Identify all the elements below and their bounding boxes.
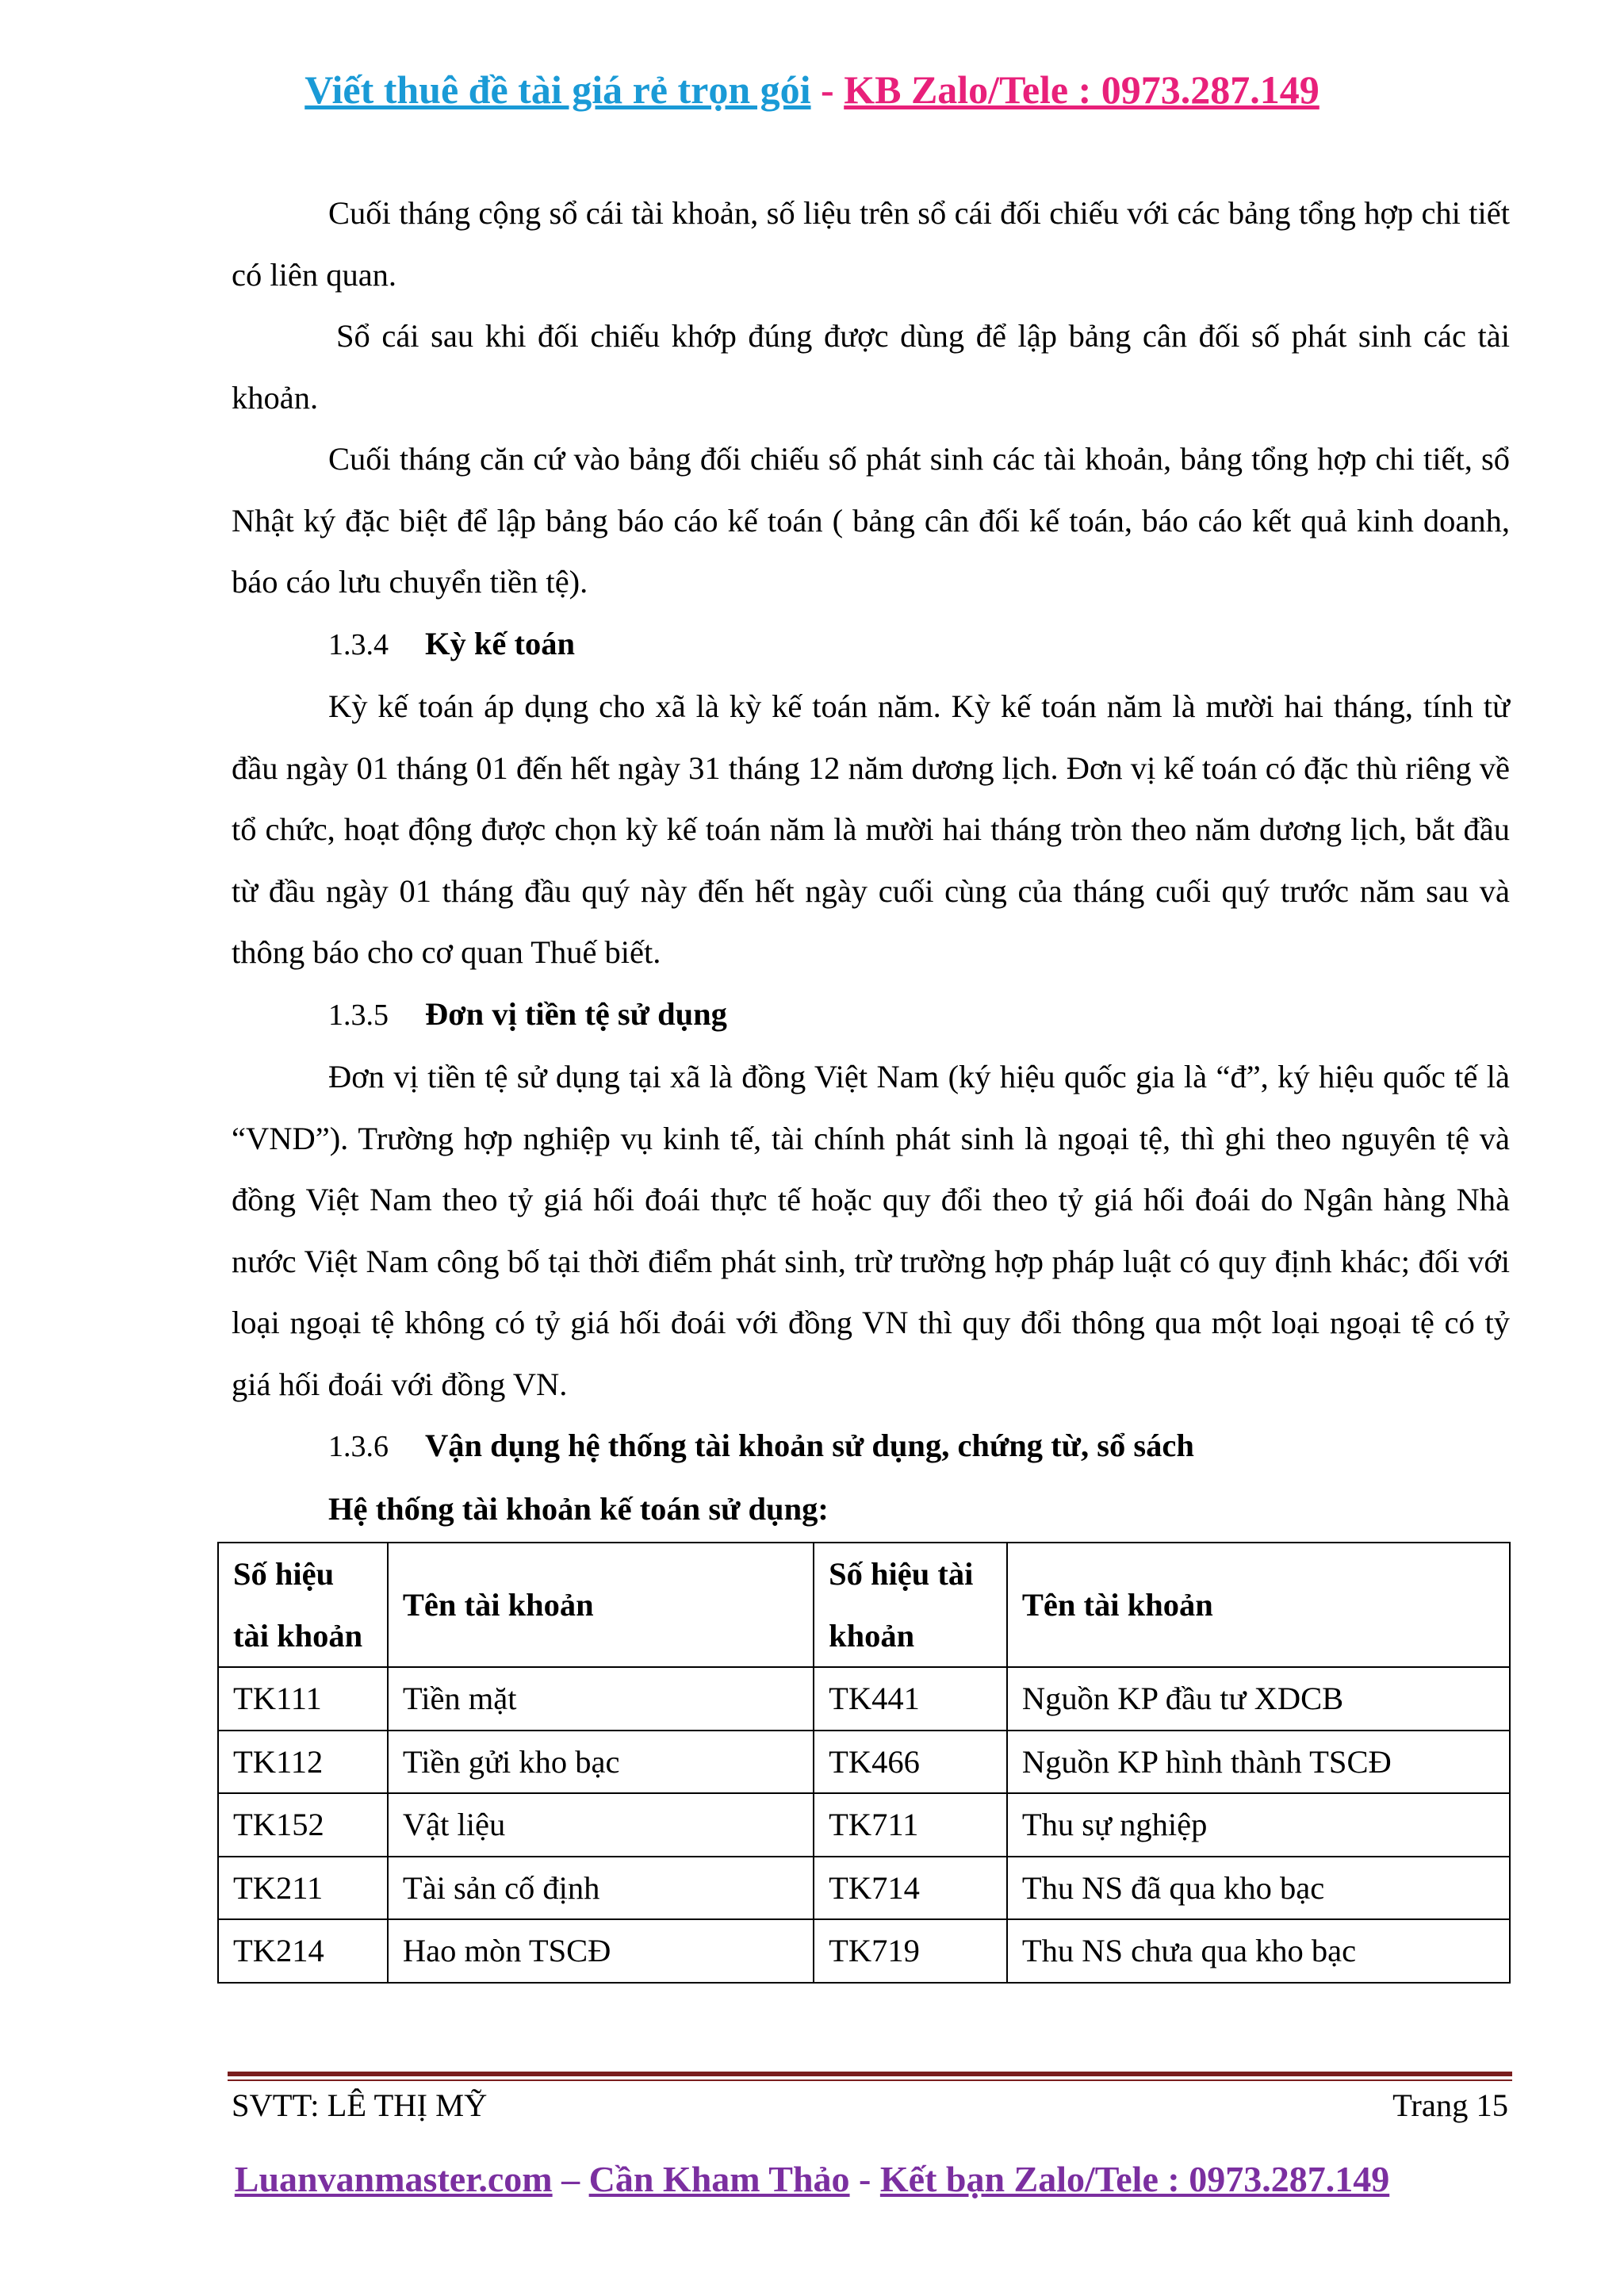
- footer-page-number: Trang 15: [1392, 2087, 1508, 2123]
- banner-dash: –: [552, 2159, 589, 2199]
- table-cell: Tiền mặt: [388, 1667, 814, 1731]
- section-number: 1.3.6: [328, 1430, 389, 1463]
- table-cell: TK441: [814, 1667, 1007, 1731]
- table-cell: Thu NS đã qua kho bạc: [1007, 1857, 1510, 1920]
- column-header: Số hiệu tài khoản: [218, 1543, 388, 1667]
- table-cell: TK466: [814, 1731, 1007, 1794]
- paragraph: Cuối tháng cộng sổ cái tài khoản, số liệu trên sổ cái đối chiếu với các bảng tổng hợp chi tiết có liên quan.: [232, 195, 1510, 293]
- table-cell: Hao mòn TSCĐ: [388, 1919, 814, 1983]
- banner-contact-link[interactable]: KB Zalo/Tele : 0973.287.149: [844, 67, 1320, 112]
- section-heading-1-3-6: [232, 1415, 1510, 1478]
- table-cell: TK111: [218, 1667, 388, 1731]
- banner-separator: -: [810, 67, 845, 112]
- table-cell: TK714: [814, 1857, 1007, 1920]
- table-cell: TK719: [814, 1919, 1007, 1983]
- column-header: Tên tài khoản: [388, 1543, 814, 1667]
- top-banner: [0, 62, 1624, 117]
- section-heading-1-3-5: [232, 983, 1510, 1047]
- table-cell: TK152: [218, 1793, 388, 1857]
- paragraph: Kỳ kế toán áp dụng cho xã là kỳ kế toán năm. Kỳ kế toán năm là mười hai tháng, tính từ đầu ngày 01 tháng 01 đến hết ngày 31 tháng 12 năm dương lịch. Đơn vị kế toán có đặc thù riêng về tổ chức, hoạt động được chọn kỳ kế toán năm là mười hai tháng tròn theo năm dương lịch, bắt đầu từ đầu ngày 01 tháng đầu quý này đến hết ngày cuối cùng của tháng cuối quý trước năm sau và thông báo cho cơ quan Thuế biết.: [232, 688, 1510, 970]
- author-link[interactable]: Cần Kham Thảo: [588, 2159, 850, 2199]
- table-header-row: [218, 1543, 1510, 1667]
- column-header: Số hiệu tài khoản: [814, 1543, 1007, 1667]
- paragraph: Đơn vị tiền tệ sử dụng tại xã là đồng Việt Nam (ký hiệu quốc gia là “đ”, ký hiệu quốc tế là “VND”). Trường hợp nghiệp vụ kinh tế, tài chính phát sinh là ngoại tệ, thì ghi theo nguyên tệ và đồng Việt Nam theo tỷ giá hối đoái thực tế hoặc quy đổi theo tỷ giá hối đoái do Ngân hàng Nhà nước Việt Nam công bố tại thời điểm phát sinh, trừ trường hợp pháp luật có quy định khác; đối với loại ngoại tệ không có tỷ giá hối đoái với đồng VN thì quy đổi thông qua một loại ngoại tệ có tỷ giá hối đoái với đồng VN.: [232, 1059, 1510, 1402]
- table-row: [218, 1731, 1510, 1794]
- bottom-banner: [0, 2153, 1624, 2206]
- table-cell: Tiền gửi kho bạc: [388, 1731, 814, 1794]
- accounts-table: [217, 1542, 1511, 1984]
- footer-divider-thin: [228, 2079, 1512, 2081]
- table-cell: Nguồn KP hình thành TSCĐ: [1007, 1731, 1510, 1794]
- section-title: Đơn vị tiền tệ sử dụng: [425, 995, 727, 1032]
- table-row: [218, 1793, 1510, 1857]
- table-cell: Tài sản cố định: [388, 1857, 814, 1920]
- table-cell: TK214: [218, 1919, 388, 1983]
- table-cell: Thu sự nghiệp: [1007, 1793, 1510, 1857]
- table-cell: Thu NS chưa qua kho bạc: [1007, 1919, 1510, 1983]
- column-header: Tên tài khoản: [1007, 1543, 1510, 1667]
- table-cell: Nguồn KP đầu tư XDCB: [1007, 1667, 1510, 1731]
- site-link[interactable]: Luanvanmaster.com: [234, 2159, 553, 2199]
- table-row: [218, 1667, 1510, 1731]
- footer-student: SVTT: LÊ THỊ MỸ: [232, 2087, 488, 2123]
- table-cell: Vật liệu: [388, 1793, 814, 1857]
- table-row: [218, 1919, 1510, 1983]
- table-row: [218, 1857, 1510, 1920]
- section-heading-1-3-4: [232, 613, 1510, 677]
- table-cell: TK112: [218, 1731, 388, 1794]
- section-title: Kỳ kế toán: [425, 625, 576, 661]
- banner-service-link[interactable]: Viết thuê đề tài giá rẻ trọn gói: [304, 67, 811, 112]
- section-number: 1.3.4: [328, 627, 389, 661]
- footer-divider: [228, 2072, 1512, 2076]
- section-title: Vận dụng hệ thống tài khoản sử dụng, chứng từ, sổ sách: [425, 1428, 1194, 1463]
- table-cell: TK711: [814, 1793, 1007, 1857]
- paragraph: Cuối tháng căn cứ vào bảng đối chiếu số phát sinh các tài khoản, bảng tổng hợp chi tiết, sổ Nhật ký đặc biệt để lập bảng báo cáo kế toán ( bảng cân đối kế toán, báo cáo kết quả kinh doanh, báo cáo lưu chuyển tiền tệ).: [232, 441, 1510, 600]
- table-cell: TK211: [218, 1857, 388, 1920]
- section-number: 1.3.5: [328, 998, 389, 1032]
- banner-separator: -: [849, 2159, 880, 2199]
- contact-link[interactable]: Kết bạn Zalo/Tele : 0973.287.149: [879, 2159, 1390, 2199]
- paragraph: Sổ cái sau khi đối chiếu khớp đúng được dùng để lập bảng cân đối số phát sinh các tài khoản.: [232, 318, 1510, 416]
- document-body: [232, 182, 1510, 1539]
- table-title: Hệ thống tài khoản kế toán sử dụng:: [328, 1490, 829, 1527]
